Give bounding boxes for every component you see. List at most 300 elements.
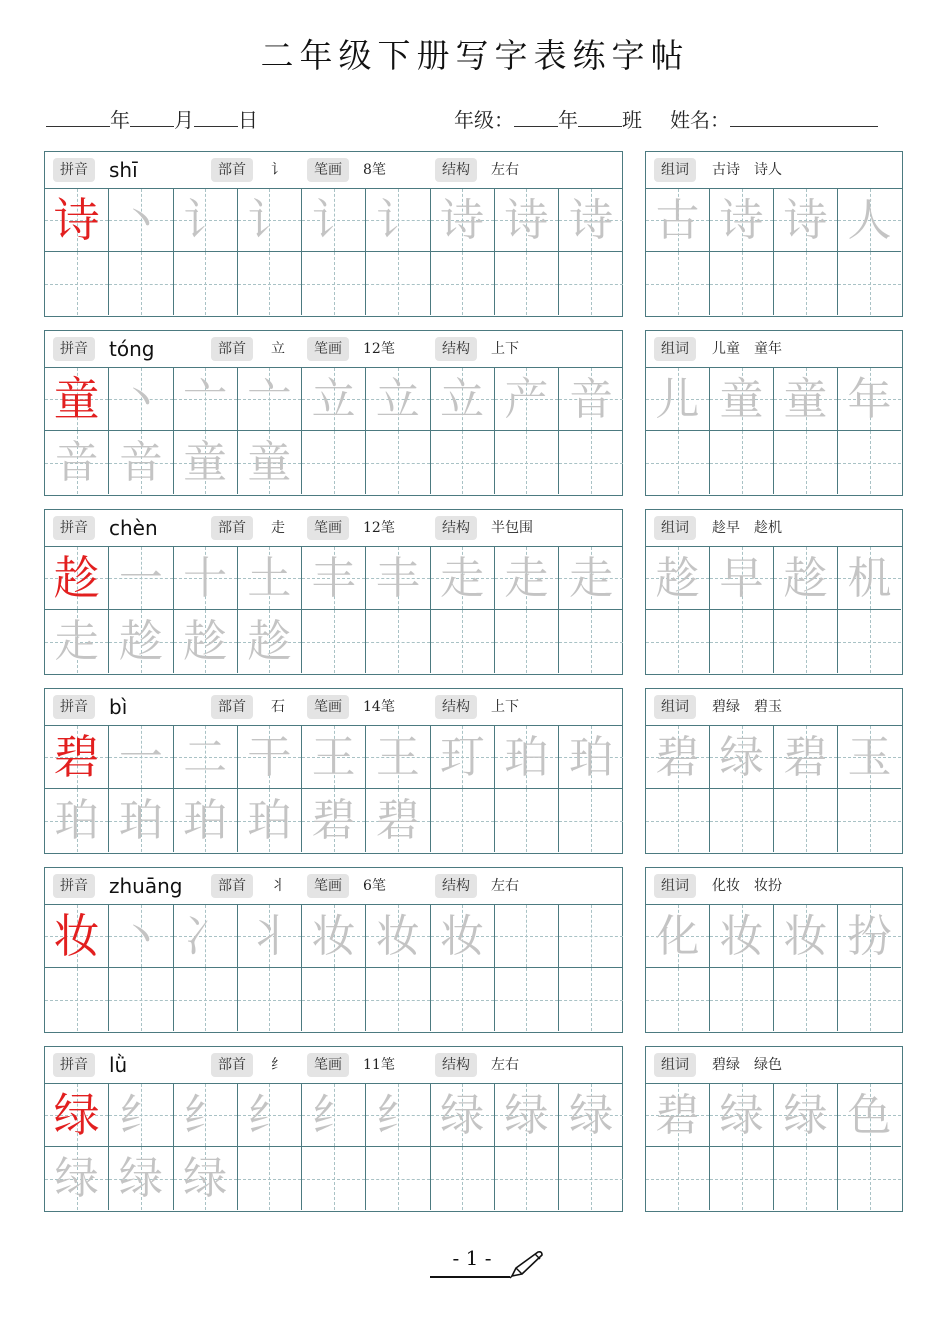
practice-panel [44,509,623,675]
structure-tag: 结构 [435,874,477,898]
writing-cell[interactable] [559,726,623,789]
radical-tag: 部首 [211,337,253,361]
writing-cell[interactable] [238,905,302,968]
stroke-order-step: 绿 [54,1153,99,1204]
stroke-order-step: 珀 [569,732,614,783]
writing-cell[interactable] [302,1084,366,1147]
word-cell[interactable] [838,968,901,1031]
stroke-order-step: 王 [311,732,356,783]
writing-cell[interactable] [45,547,109,610]
stroke-order-step: 妆 [311,911,356,962]
stroke-order-step: 诗 [569,195,614,246]
writing-cell[interactable] [174,368,238,431]
word-cell[interactable] [646,1084,710,1147]
writing-grid [45,547,622,674]
stroke-order-step: 纟 [375,1090,420,1141]
month-blank[interactable] [130,104,174,127]
stroke-order-step: 绿 [118,1153,163,1204]
stroke-order-step: 玎 [440,732,485,783]
writing-cell[interactable] [366,968,430,1031]
word-cell[interactable] [710,431,774,494]
word-cell[interactable] [838,1147,901,1210]
pinyin-value: bì [109,695,128,719]
word-character: 早 [719,553,764,604]
structure-value: 上下 [491,699,519,715]
stroke-order-step: 妆 [440,911,485,962]
word-character: 机 [847,553,892,604]
stroke-order-step: 走 [504,553,549,604]
name-label: 姓名： [670,108,730,132]
word-cell[interactable] [838,905,901,968]
writing-grid [45,1084,622,1211]
year-blank[interactable] [46,104,110,127]
writing-cell[interactable] [174,610,238,673]
stroke-order-step: 十 [183,553,228,604]
writing-cell[interactable] [431,610,495,673]
writing-cell[interactable] [495,726,559,789]
word-cell[interactable] [774,547,838,610]
word-cell[interactable] [646,547,710,610]
writing-cell[interactable] [109,252,173,315]
practice-panel [44,688,623,854]
writing-cell[interactable] [559,547,623,610]
writing-cell[interactable] [45,726,109,789]
writing-cell[interactable] [366,431,430,494]
footer-underline [430,1276,510,1278]
writing-cell[interactable] [174,905,238,968]
pinyin-value: lǜ [109,1053,128,1077]
writing-cell[interactable] [174,189,238,252]
stroke-order-step: 王 [375,732,420,783]
word-cell[interactable] [838,547,901,610]
stroke-order-step: 一 [118,553,163,604]
stroke-order-step: 童 [183,437,228,488]
word-cell[interactable] [774,905,838,968]
strokes-value: 12笔 [363,341,395,357]
stroke-order-step: 珀 [183,795,228,846]
word-cell[interactable] [774,431,838,494]
stroke-order-step: 纟 [247,1090,292,1141]
word-cell[interactable] [646,610,710,673]
writing-cell[interactable] [174,789,238,852]
info-row [45,331,622,368]
word-cell[interactable] [838,789,901,852]
writing-cell[interactable] [45,610,109,673]
words-panel [645,867,903,1033]
writing-cell[interactable] [238,368,302,431]
words-tag: 组词 [654,695,696,719]
words-panel [645,688,903,854]
writing-cell[interactable] [431,968,495,1031]
writing-cell[interactable] [109,547,173,610]
writing-cell[interactable] [431,189,495,252]
word-cell[interactable] [710,1084,774,1147]
stroke-order-step: 碧 [375,795,420,846]
stroke-order-step: 产 [504,374,549,425]
info-row [45,1047,622,1084]
writing-cell[interactable] [45,968,109,1031]
writing-cell[interactable] [366,252,430,315]
writing-cell[interactable] [495,431,559,494]
writing-cell[interactable] [431,905,495,968]
writing-cell[interactable] [431,1147,495,1210]
writing-cell[interactable] [238,1084,302,1147]
model-character: 碧 [53,730,100,784]
word-cell[interactable] [646,789,710,852]
writing-cell[interactable] [495,368,559,431]
word-cell[interactable] [838,726,901,789]
writing-cell[interactable] [45,189,109,252]
pinyin-tag: 拼音 [53,874,95,898]
word-character: 碧 [783,732,828,783]
radical-value: 纟 [271,1057,285,1073]
writing-cell[interactable] [109,726,173,789]
writing-cell[interactable] [302,789,366,852]
word-character: 绿 [719,1090,764,1141]
stroke-order-step: 诗 [504,195,549,246]
character-block [44,688,903,854]
stroke-order-step: 绿 [504,1090,549,1141]
radical-tag: 部首 [211,516,253,540]
class-blank[interactable] [578,104,622,127]
words-tag: 组词 [654,158,696,182]
stroke-order-step: 一 [118,732,163,783]
writing-cell[interactable] [174,431,238,494]
stroke-order-step: 珀 [247,795,292,846]
word-cell[interactable] [710,968,774,1031]
word-character: 诗 [783,195,828,246]
writing-cell[interactable] [366,905,430,968]
words-info-row [646,868,902,905]
writing-cell[interactable] [559,905,623,968]
writing-cell[interactable] [366,189,430,252]
stroke-order-step: 趁 [118,616,163,667]
writing-cell[interactable] [238,726,302,789]
writing-cell[interactable] [495,1147,559,1210]
writing-cell[interactable] [559,610,623,673]
writing-cell[interactable] [238,189,302,252]
day-blank[interactable] [194,104,238,127]
writing-cell[interactable] [366,368,430,431]
writing-cell[interactable] [559,431,623,494]
writing-cell[interactable] [174,726,238,789]
writing-cell[interactable] [174,968,238,1031]
word-cell[interactable] [710,726,774,789]
writing-cell[interactable] [495,189,559,252]
writing-cell[interactable] [238,1147,302,1210]
practice-panel [44,330,623,496]
stroke-order-step: 碧 [311,795,356,846]
stroke-order-step: 亠 [247,374,292,425]
word-cell[interactable] [774,610,838,673]
words-value: 趁早 趁机 [712,520,782,536]
writing-cell[interactable] [495,252,559,315]
writing-cell[interactable] [302,547,366,610]
radical-tag: 部首 [211,695,253,719]
word-cell[interactable] [838,431,901,494]
writing-cell[interactable] [559,368,623,431]
writing-cell[interactable] [495,1084,559,1147]
writing-cell[interactable] [302,968,366,1031]
word-character: 古 [655,195,700,246]
stroke-order-step: 珀 [504,732,549,783]
word-cell[interactable] [646,1147,710,1210]
character-block [44,867,903,1033]
writing-cell[interactable] [366,1147,430,1210]
stroke-order-step: 干 [247,732,292,783]
radical-value: 走 [271,520,285,536]
writing-cell[interactable] [238,547,302,610]
strokes-tag: 笔画 [307,874,349,898]
writing-cell[interactable] [431,368,495,431]
writing-cell[interactable] [109,1147,173,1210]
writing-cell[interactable] [109,189,173,252]
stroke-order-step: 立 [375,374,420,425]
word-cell[interactable] [710,789,774,852]
writing-cell[interactable] [559,968,623,1031]
word-character: 人 [847,195,892,246]
strokes-value: 12笔 [363,520,395,536]
writing-cell[interactable] [302,905,366,968]
stroke-order-step: 妆 [375,911,420,962]
writing-cell[interactable] [366,1084,430,1147]
writing-cell[interactable] [45,789,109,852]
info-row [45,510,622,547]
writing-cell[interactable] [238,610,302,673]
word-cell[interactable] [774,789,838,852]
stroke-order-step: 纟 [311,1090,356,1141]
strokes-value: 14笔 [363,699,395,715]
grade-label: 年级： [454,108,514,132]
day-label: 日 [238,108,258,132]
writing-cell[interactable] [495,905,559,968]
writing-cell[interactable] [302,726,366,789]
structure-tag: 结构 [435,158,477,182]
structure-tag: 结构 [435,695,477,719]
word-cell[interactable] [646,431,710,494]
writing-cell[interactable] [174,252,238,315]
writing-cell[interactable] [495,789,559,852]
word-character: 儿 [655,374,700,425]
writing-cell[interactable] [495,547,559,610]
word-cell[interactable] [710,368,774,431]
word-character: 趁 [783,553,828,604]
words-value: 碧绿 绿色 [712,1057,782,1073]
writing-cell[interactable] [431,789,495,852]
writing-cell[interactable] [109,610,173,673]
words-grid [646,726,902,853]
pinyin-tag: 拼音 [53,516,95,540]
page-number: - 1 - [452,1246,492,1270]
writing-cell[interactable] [495,968,559,1031]
word-character: 玉 [847,732,892,783]
writing-cell[interactable] [559,789,623,852]
date-line [46,104,258,133]
word-cell[interactable] [774,968,838,1031]
word-character: 绿 [719,732,764,783]
word-cell[interactable] [710,189,774,252]
word-cell[interactable] [838,1084,901,1147]
pinyin-value: shī [109,158,138,182]
writing-cell[interactable] [366,789,430,852]
writing-cell[interactable] [302,610,366,673]
writing-cell[interactable] [559,1147,623,1210]
words-info-row [646,331,902,368]
word-character: 化 [655,911,700,962]
pinyin-tag: 拼音 [53,158,95,182]
word-cell[interactable] [646,726,710,789]
practice-panel [44,151,623,317]
radical-value: 石 [271,699,285,715]
writing-grid [45,905,622,1032]
word-character: 童 [719,374,764,425]
word-character: 童 [783,374,828,425]
words-grid [646,905,902,1032]
writing-cell[interactable] [238,968,302,1031]
writing-cell[interactable] [174,1084,238,1147]
character-block [44,330,903,496]
grade-blank[interactable] [514,104,558,127]
writing-cell[interactable] [45,905,109,968]
structure-value: 左右 [491,1057,519,1073]
stroke-order-step: 丶 [118,911,163,962]
structure-value: 左右 [491,162,519,178]
word-character: 碧 [655,732,700,783]
writing-cell[interactable] [45,431,109,494]
word-character: 诗 [719,195,764,246]
writing-cell[interactable] [559,252,623,315]
strokes-tag: 笔画 [307,1053,349,1077]
writing-cell[interactable] [45,1084,109,1147]
writing-cell[interactable] [431,1084,495,1147]
word-cell[interactable] [646,968,710,1031]
stroke-order-step: 纟 [118,1090,163,1141]
writing-cell[interactable] [238,431,302,494]
pinyin-tag: 拼音 [53,695,95,719]
pinyin-tag: 拼音 [53,1053,95,1077]
words-grid [646,368,902,495]
strokes-tag: 笔画 [307,337,349,361]
radical-tag: 部首 [211,1053,253,1077]
writing-cell[interactable] [174,547,238,610]
info-row [45,689,622,726]
word-cell[interactable] [710,252,774,315]
writing-cell[interactable] [174,1147,238,1210]
writing-cell[interactable] [366,726,430,789]
stroke-order-step: 纟 [183,1090,228,1141]
writing-cell[interactable] [366,610,430,673]
writing-cell[interactable] [495,610,559,673]
word-cell[interactable] [774,1147,838,1210]
writing-cell[interactable] [109,968,173,1031]
stroke-order-step: 走 [569,553,614,604]
word-character: 妆 [719,911,764,962]
writing-cell[interactable] [109,905,173,968]
writing-cell[interactable] [431,252,495,315]
writing-cell[interactable] [45,252,109,315]
stroke-order-step: 土 [247,553,292,604]
writing-cell[interactable] [109,1084,173,1147]
pinyin-value: zhuāng [109,874,183,898]
stroke-order-step: 绿 [440,1090,485,1141]
writing-cell[interactable] [559,1084,623,1147]
word-cell[interactable] [838,368,901,431]
word-cell[interactable] [646,189,710,252]
writing-cell[interactable] [109,368,173,431]
writing-cell[interactable] [559,189,623,252]
stroke-order-step: 亠 [183,374,228,425]
stroke-order-step: 丬 [247,911,292,962]
practice-panel [44,867,623,1033]
word-cell[interactable] [774,726,838,789]
writing-cell[interactable] [366,547,430,610]
word-cell[interactable] [710,547,774,610]
word-character: 绿 [783,1090,828,1141]
word-cell[interactable] [646,905,710,968]
word-cell[interactable] [774,252,838,315]
writing-cell[interactable] [431,726,495,789]
writing-cell[interactable] [302,1147,366,1210]
word-cell[interactable] [838,610,901,673]
stroke-order-step: 绿 [183,1153,228,1204]
model-character: 趁 [53,551,100,605]
writing-cell[interactable] [238,252,302,315]
word-cell[interactable] [710,610,774,673]
name-blank[interactable] [730,104,878,127]
writing-cell[interactable] [302,252,366,315]
stroke-order-step: 讠 [375,195,420,246]
word-character: 扮 [847,911,892,962]
word-character: 年 [847,374,892,425]
model-character: 诗 [53,193,100,247]
word-cell[interactable] [646,368,710,431]
words-grid [646,189,902,316]
writing-cell[interactable] [431,547,495,610]
word-cell[interactable] [838,189,901,252]
word-cell[interactable] [646,252,710,315]
strokes-tag: 笔画 [307,516,349,540]
writing-cell[interactable] [109,431,173,494]
stroke-order-step: 童 [247,437,292,488]
stroke-order-step: 丰 [311,553,356,604]
radical-tag: 部首 [211,874,253,898]
word-cell[interactable] [838,252,901,315]
structure-tag: 结构 [435,1053,477,1077]
stroke-order-step: 音 [118,437,163,488]
words-value: 古诗 诗人 [712,162,782,178]
word-cell[interactable] [774,1084,838,1147]
writing-cell[interactable] [45,1147,109,1210]
stroke-order-step: 讠 [311,195,356,246]
word-character: 碧 [655,1090,700,1141]
writing-cell[interactable] [302,368,366,431]
word-cell[interactable] [710,905,774,968]
writing-cell[interactable] [45,368,109,431]
word-cell[interactable] [774,189,838,252]
writing-cell[interactable] [302,431,366,494]
month-label: 月 [174,108,194,132]
strokes-value: 11笔 [363,1057,395,1073]
writing-cell[interactable] [302,189,366,252]
writing-cell[interactable] [109,789,173,852]
word-cell[interactable] [710,1147,774,1210]
word-character: 色 [847,1090,892,1141]
word-cell[interactable] [774,368,838,431]
writing-cell[interactable] [431,431,495,494]
writing-cell[interactable] [238,789,302,852]
words-tag: 组词 [654,516,696,540]
stroke-order-step: 讠 [183,195,228,246]
